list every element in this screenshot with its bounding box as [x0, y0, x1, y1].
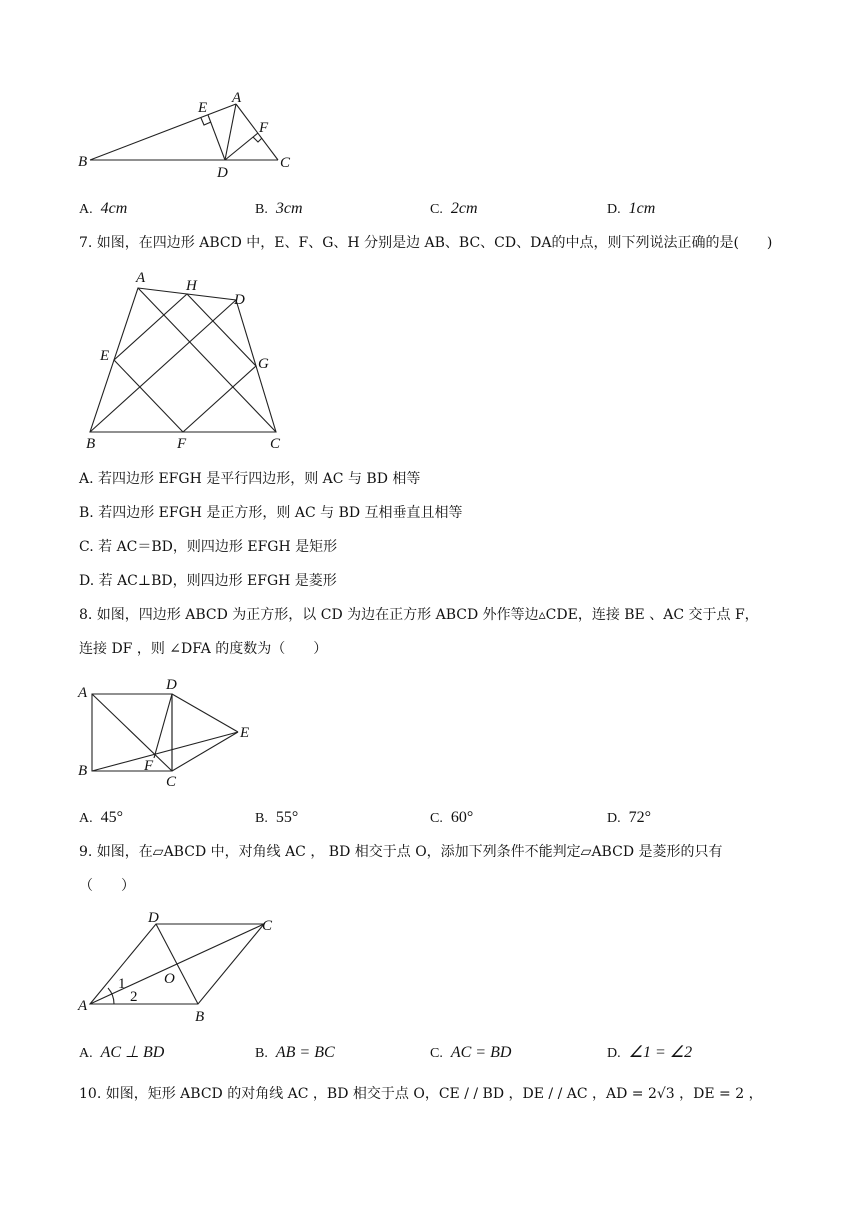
option-label: D. — [607, 1046, 621, 1061]
figure-q9 — [74, 908, 284, 1028]
q9-stem-line1: 9. 如图，在▱ABCD 中，对角线 AC ， BD 相交于点 O，添加下列条件不能判定▱ABCD 是菱形的只有 — [79, 844, 723, 860]
option-value: 55° — [275, 809, 299, 826]
segment-AC — [92, 694, 172, 771]
segment-DF — [154, 694, 172, 758]
q8-option-b[interactable] — [255, 808, 298, 829]
q6-option-a[interactable] — [79, 199, 127, 220]
label-F: F — [144, 758, 154, 774]
segment-DE — [172, 694, 238, 732]
option-value: 60° — [450, 809, 474, 826]
q6-option-b[interactable] — [255, 199, 303, 220]
q9-stem-line2: （ ） — [79, 878, 135, 894]
q7-option-d[interactable]: D. 若 AC⊥BD，则四边形 EFGH 是菱形 — [79, 573, 337, 589]
label-angle-2: 2 — [130, 989, 138, 1005]
q9-option-b[interactable] — [255, 1043, 335, 1064]
quad-ABCD — [90, 288, 276, 432]
option-label: A. — [79, 202, 93, 217]
label-C: C — [280, 155, 291, 171]
option-label: B. — [255, 1046, 268, 1061]
label-B: B — [78, 154, 88, 170]
diagonal-BD — [156, 924, 198, 1004]
label-D: D — [217, 165, 228, 181]
label-C: C — [270, 436, 281, 452]
q9-option-a[interactable] — [79, 1043, 164, 1064]
label-A: A — [232, 90, 242, 106]
q8-option-d[interactable] — [607, 808, 651, 829]
option-label: D. — [607, 811, 621, 826]
option-value: 72° — [628, 809, 652, 826]
option-label: A. — [79, 1046, 93, 1061]
option-value: AB = BC — [275, 1044, 335, 1061]
option-label: C. — [430, 811, 443, 826]
option-label: B. — [255, 811, 268, 826]
q7-option-b[interactable]: B. 若四边形 EFGH 是正方形，则 AC 与 BD 互相垂直且相等 — [79, 505, 463, 521]
label-G: G — [258, 356, 269, 372]
label-C: C — [262, 918, 273, 934]
q10-stem: 10. 如图，矩形 ABCD 的对角线 AC ，BD 相交于点 O，CE / / BD ，DE / / AC ，AD = 2√3 ，DE = 2 ， — [79, 1086, 763, 1102]
q7-stem: 7. 如图，在四边形 ABCD 中，E、F、G、H 分别是边 AB、BC、CD、DA的中点，则下列说法正确的是( ) — [79, 235, 773, 251]
label-D: D — [234, 292, 245, 308]
label-E: E — [100, 348, 110, 364]
label-B: B — [86, 436, 96, 452]
label-D: D — [166, 677, 177, 693]
q6-option-c[interactable] — [430, 199, 478, 220]
option-value: 3cm — [275, 200, 303, 217]
option-label: D. — [607, 202, 621, 217]
label-C: C — [166, 774, 177, 790]
figure-q6 — [70, 88, 310, 188]
option-value: AC ⊥ BD — [100, 1044, 165, 1061]
label-A: A — [136, 270, 146, 286]
option-value: 2cm — [450, 200, 478, 217]
option-label: B. — [255, 202, 268, 217]
option-value: ∠1 = ∠2 — [628, 1044, 693, 1061]
label-O: O — [164, 971, 175, 987]
q9-option-c[interactable] — [430, 1043, 511, 1064]
label-B: B — [78, 763, 88, 779]
segment-BE — [92, 732, 238, 771]
q8-option-a[interactable] — [79, 808, 123, 829]
option-value: 1cm — [628, 200, 656, 217]
label-E: E — [198, 100, 208, 116]
option-value: AC = BD — [450, 1044, 512, 1061]
q7-option-a[interactable]: A. 若四边形 EFGH 是平行四边形，则 AC 与 BD 相等 — [79, 471, 421, 487]
label-H: H — [186, 278, 197, 294]
quad-EFGH — [114, 294, 256, 432]
figure-q8 — [74, 674, 264, 794]
label-D: D — [148, 910, 159, 926]
q9-option-d[interactable] — [607, 1043, 692, 1064]
label-angle-1: 1 — [118, 976, 126, 992]
segment-AC — [236, 104, 278, 160]
option-label: C. — [430, 1046, 443, 1061]
q6-option-d[interactable] — [607, 199, 655, 220]
q8-stem-line2: 连接 DF ，则 ∠DFA 的度数为（ ） — [79, 641, 328, 657]
segment-CE — [172, 732, 238, 771]
label-B: B — [195, 1009, 205, 1025]
label-F: F — [177, 436, 187, 452]
option-value: 45° — [100, 809, 124, 826]
angle-arc — [108, 988, 114, 1004]
option-label: A. — [79, 811, 93, 826]
label-E: E — [240, 725, 250, 741]
label-A: A — [78, 685, 88, 701]
label-A: A — [78, 998, 88, 1014]
figure-q7 — [78, 266, 298, 456]
q7-option-c[interactable]: C. 若 AC＝BD，则四边形 EFGH 是矩形 — [79, 539, 338, 555]
option-label: C. — [430, 202, 443, 217]
q8-stem-line1: 8. 如图，四边形 ABCD 为正方形，以 CD 为边在正方形 ABCD 外作等边▵CDE，连接 BE 、AC 交于点 F， — [79, 607, 759, 623]
option-value: 4cm — [100, 200, 128, 217]
q8-option-c[interactable] — [430, 808, 473, 829]
label-F: F — [259, 120, 269, 136]
segment-AD — [225, 104, 236, 160]
